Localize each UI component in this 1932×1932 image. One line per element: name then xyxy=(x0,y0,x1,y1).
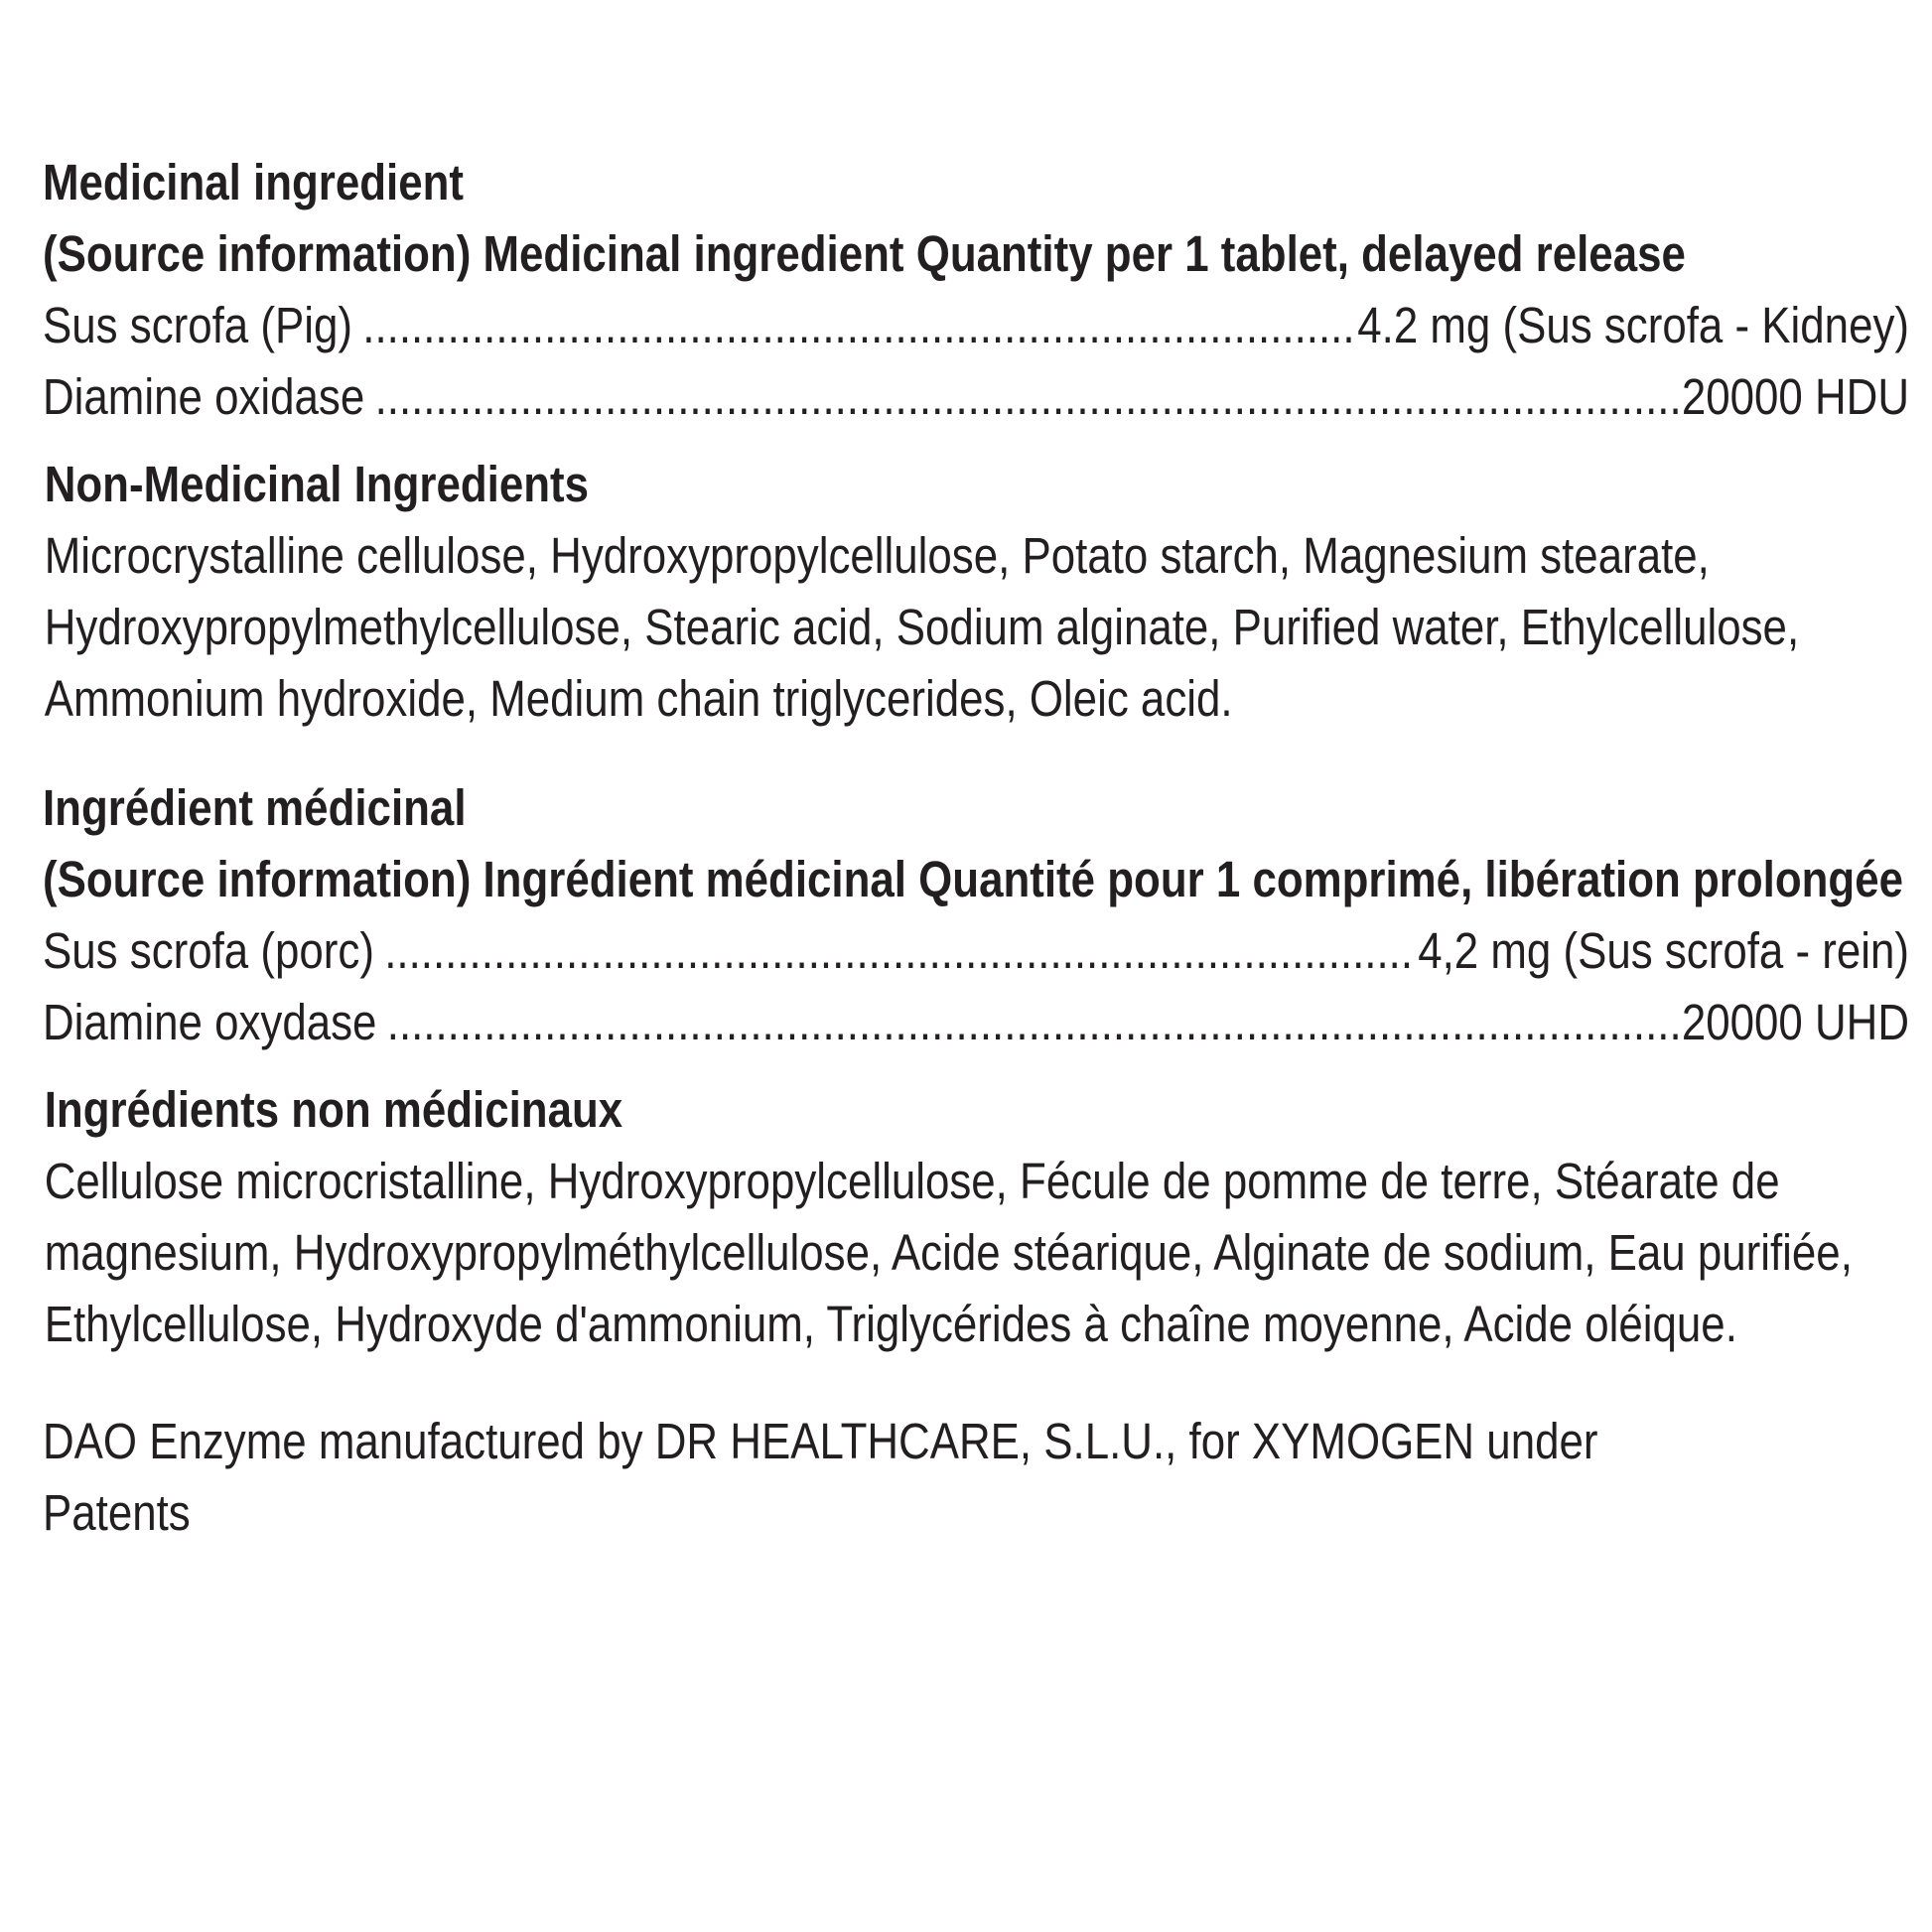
ingredient-value: 4,2 mg (Sus scrofa - rein) xyxy=(1418,922,1910,979)
english-section xyxy=(43,147,1909,735)
non-medicinal-heading: Non-Medicinal Ingredients xyxy=(44,456,590,512)
ingredient-row xyxy=(43,987,1909,1058)
dot-leader xyxy=(387,987,1679,1058)
ingredient-row xyxy=(43,915,1909,987)
non-medicinal-text-fr: Cellulose microcristalline, Hydroxypropylcellulose, Fécule de pomme de terre, Stéarate de magnesium, Hydroxypropylméthylcellulose, Acide stéarique, Alginate de sodium, Eau purifiée, Ethylcellulose, Hydroxyde d'ammonium, Triglycérides à chaîne moyenne, Acide oléique. xyxy=(44,1153,1853,1352)
non-medicinal-heading-fr: Ingrédients non médicinaux xyxy=(44,1081,623,1138)
non-medicinal-text: Microcrystalline cellulose, Hydroxypropylcellulose, Potato starch, Magnesium stearate, Hydroxypropylmethylcellulose, Stearic acid, Sodium alginate, Purified water, Ethylcellulose, Ammonium hydroxide, Medium chain triglycerides, Oleic acid. xyxy=(44,527,1800,727)
ingredients-label xyxy=(43,147,1909,1549)
medicinal-ingredient-heading-fr: Ingrédient médicinal xyxy=(43,779,467,836)
ingredient-label: Sus scrofa (Pig) xyxy=(43,297,352,353)
medicinal-ingredient-subheading-fr: (Source information) Ingrédient médicinal Quantité pour 1 comprimé, libération prolongée xyxy=(43,851,1904,907)
ingredient-value: 20000 UHD xyxy=(1681,994,1910,1050)
ingredient-label: Diamine oxydase xyxy=(43,994,377,1050)
medicinal-ingredient-heading: Medicinal ingredient xyxy=(43,154,465,210)
ingredient-value: 20000 HDU xyxy=(1681,368,1910,425)
french-section xyxy=(43,772,1909,1360)
ingredient-label: Diamine oxidase xyxy=(43,368,365,425)
manufacturer-statement: DAO Enzyme manufactured by DR HEALTHCARE, S.L.U., for XYMOGEN under Patents xyxy=(43,1413,1598,1541)
dot-leader xyxy=(384,915,1415,987)
ingredient-row xyxy=(43,290,1909,361)
dot-leader xyxy=(362,290,1353,361)
ingredient-label: Sus scrofa (porc) xyxy=(43,922,374,979)
ingredient-value: 4.2 mg (Sus scrofa - Kidney) xyxy=(1357,297,1910,353)
medicinal-ingredient-subheading: (Source information) Medicinal ingredient Quantity per 1 tablet, delayed release xyxy=(43,225,1686,282)
ingredient-row xyxy=(43,361,1909,433)
dot-leader xyxy=(375,361,1679,433)
